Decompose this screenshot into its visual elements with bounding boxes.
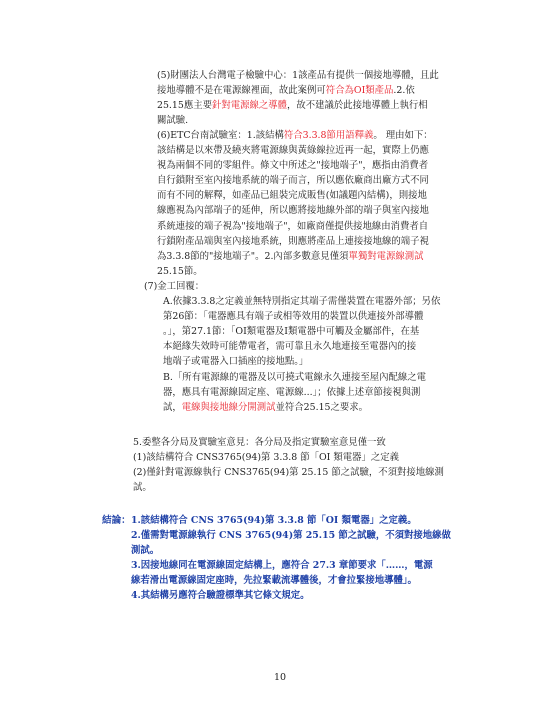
- conclusion-label: 結論：: [102, 515, 131, 526]
- item7a-line: [163, 339, 440, 354]
- text-run: 為3.3.8節的"接地端子"。2.內部多數意見僅須: [157, 250, 349, 262]
- conclusion-line: [131, 573, 451, 588]
- conclusion-line: [131, 543, 451, 558]
- text-run: 1.該結構符合 CNS 3765(94)第 3.3.8 節「OI 類電器」之定義。: [131, 515, 417, 526]
- conclusion-line: [131, 528, 451, 543]
- item7a-line: [163, 294, 440, 309]
- item-7a-block: [163, 294, 440, 369]
- item6-line: [157, 143, 433, 158]
- item-5-block: [157, 68, 439, 128]
- item6-line: [157, 234, 433, 249]
- text-run: (6)ETC台南試驗室：1.該結構: [157, 130, 284, 141]
- highlighted-text: 電線與接地線分開測試: [181, 402, 276, 414]
- text-run: 3.因接地線同在電源線固定結構上，應符合 27.3 章節要求「……，電源: [131, 560, 433, 572]
- page-number: 10: [273, 672, 287, 683]
- text-run: 視為兩個不同的零組件。條文中所述之"接地端子"，應指由消費者: [157, 160, 429, 172]
- text-run: 系統連接的端子視為"接地端子"，如廠商僅提供接地線由消費者自: [157, 220, 429, 232]
- section5-line: [133, 480, 444, 495]
- text-run: 本絕緣失效時可能帶電者，需可靠且永久地連接至電器內的接: [163, 341, 417, 353]
- conclusion-block: [131, 513, 451, 604]
- highlighted-text: 符合3.3.8節用語釋義: [283, 130, 374, 141]
- highlighted-text: 針對電源線之導體: [211, 100, 287, 112]
- item7a-line: [163, 324, 440, 339]
- text-run: 接地導體不是在電源線裡面，故此案例可: [157, 85, 326, 97]
- text-run: 該結構是以來帶及繞夾將電源線與黃綠線拉近再一起，實際上仍應: [157, 145, 429, 157]
- item-7-heading: (7)金工回覆：: [144, 281, 205, 292]
- section-5-block: [133, 435, 444, 495]
- section5-line: [133, 450, 444, 465]
- text-run: 2.僅需對電源線執行 CNS 3765(94)第 25.15 節之試驗，不須對接地線做: [131, 530, 451, 542]
- text-run: 自行鎖附至室內接地系統的端子而言，所以應依廠商出廠方式不同: [157, 175, 429, 187]
- text-run: 試。: [133, 482, 152, 494]
- section5-line: [133, 435, 444, 450]
- text-run: 25.15節。: [157, 265, 203, 277]
- item6-line: [157, 158, 433, 173]
- text-run: 地端子或電器入口插座的接地點。」: [163, 356, 309, 368]
- item7a-line: [163, 309, 440, 324]
- item7a-line: [163, 354, 440, 369]
- item7b-line: [163, 370, 426, 385]
- item-6-block: [157, 128, 433, 279]
- text-run: 線應視為內部端子的延伸，所以應將接地線外部的端子與室內接地: [157, 205, 429, 217]
- item6-line: [157, 219, 433, 234]
- item5-line: [157, 113, 439, 128]
- item6-line: [157, 188, 433, 203]
- text-run: A.依據3.3.8之定義並無特別指定其端子需僅裝置在電器外部；另依: [163, 296, 441, 307]
- item6-line: [157, 203, 433, 218]
- text-run: .2.依: [393, 85, 415, 97]
- text-run: B.「所有電源線的電器及以可撓式電線永久連接至屋內配線之電: [163, 372, 426, 383]
- item6-line: [157, 264, 433, 279]
- item5-line: [157, 68, 439, 83]
- conclusion-line: [131, 513, 451, 528]
- text-run: 行鎖附產品端與室內接地系統，則應將產品上連接接地線的端子視: [157, 235, 429, 247]
- highlighted-text: 單獨對電源線測試: [348, 250, 424, 262]
- item7b-line: [163, 400, 426, 415]
- text-run: 並符合25.15之要求。: [275, 402, 368, 414]
- conclusion-line: [131, 588, 451, 603]
- text-run: (2)僅針對電源線執行 CNS3765(94)第 25.15 節之試驗，不須對接地線測: [133, 467, 444, 479]
- text-run: 而有不同的解釋，如產品已組裝完成販售(如議題內結構)，則接地: [157, 190, 427, 202]
- highlighted-text: 符合為OI類產品: [325, 85, 394, 97]
- text-run: ，故不建議於此接地導體上執行相: [286, 100, 428, 112]
- text-run: 。 理由如下：: [373, 130, 433, 141]
- item5-line: [157, 83, 439, 98]
- text-run: (5)財團法人台灣電子檢驗中心：1該產品有提供一個接地導體，且此: [157, 70, 439, 81]
- text-run: 試，: [163, 402, 182, 414]
- conclusion-line: [131, 558, 451, 573]
- text-run: (1)該結構符合 CNS3765(94)第 3.3.8 節「OI 類電器」之定義: [133, 452, 399, 464]
- text-run: 5.委整各分局及實驗室意見：各分局及指定實驗室意見僅一致: [133, 437, 386, 448]
- item5-line: [157, 98, 439, 113]
- text-run: 。」，第27.1節：「OI類電器及I類電器中可觸及金屬部件，在基: [163, 326, 420, 338]
- item6-line: [157, 249, 433, 264]
- item6-line: [157, 128, 433, 143]
- text-run: 線若滑出電源線固定座時，先拉緊載流導體後，才會拉緊接地導體」。: [131, 575, 417, 587]
- text-run: 測試。: [131, 545, 160, 557]
- text-run: 4.其結構另應符合驗證標準其它條文規定。: [131, 590, 310, 602]
- text-run: 器，應具有電源線固定座、電源線...」；依據上述章節接視與測: [163, 387, 421, 399]
- item-7b-block: [163, 370, 426, 415]
- text-run: 25.15應主要: [157, 100, 212, 112]
- section5-line: [133, 465, 444, 480]
- text-run: 關試驗.: [157, 115, 189, 127]
- text-run: 第26節：「電器應具有端子或相等效用的裝置以供連接外部導體: [163, 311, 424, 323]
- item7b-line: [163, 385, 426, 400]
- item6-line: [157, 173, 433, 188]
